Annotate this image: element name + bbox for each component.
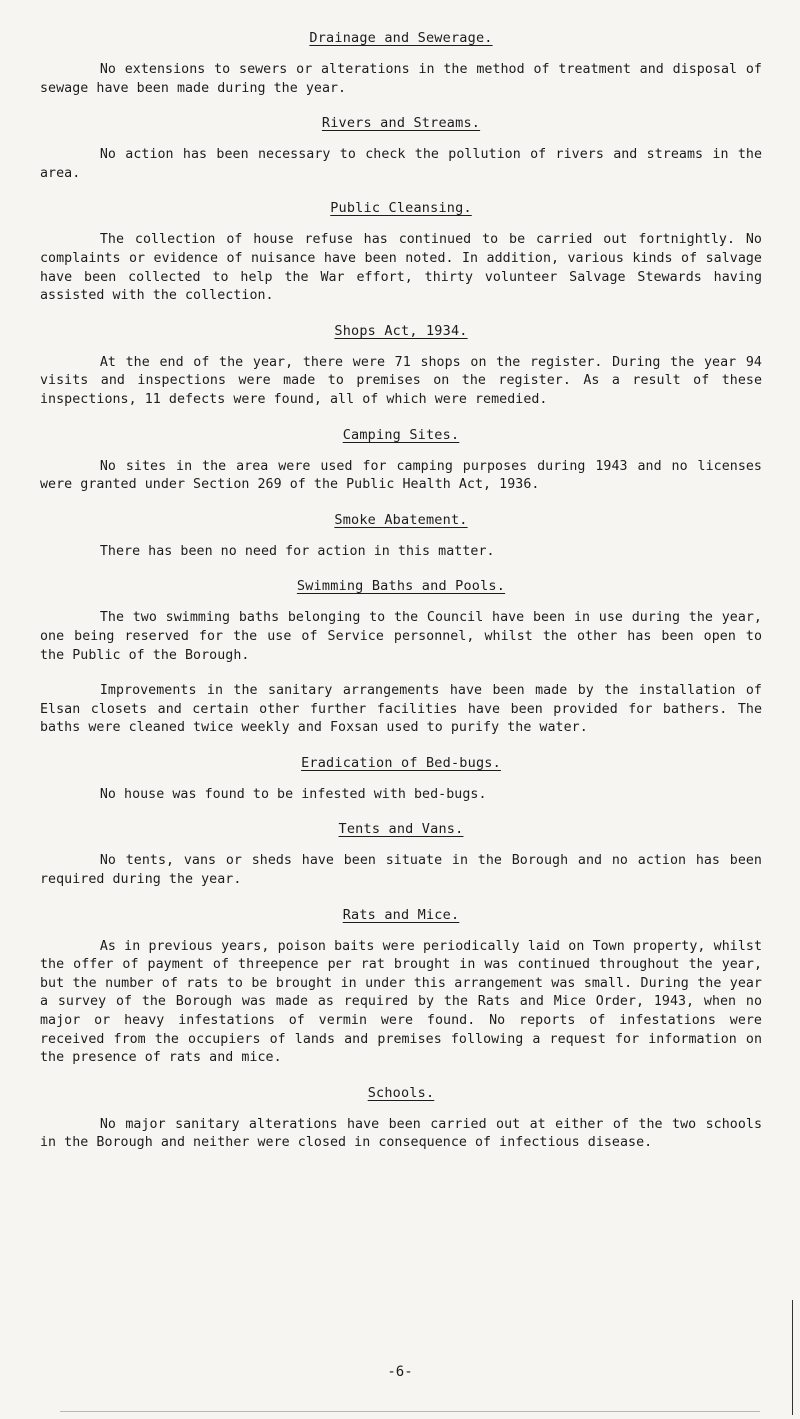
scan-bottom-edge: [60, 1411, 760, 1412]
section-paragraph: No major sanitary alterations have been carried out at either of the two schools in the Borough and neither were closed in consequence of infectious disease.: [40, 1116, 762, 1151]
page-number: -6-: [387, 1364, 413, 1380]
section-paragraph: No sites in the area were used for camping purposes during 1943 and no licenses were granted under Section 269 of the Public Health Act, 1936.: [40, 458, 762, 493]
section-heading: Rats and Mice.: [342, 906, 460, 923]
section-paragraph: As in previous years, poison baits were periodically laid on Town property, whilst the offer of payment of threepence per rat brought in was continued throughout the year, but the number of rats to be brought in under this arrangement was small. During the year a survey of the Borough was made as required by the Rats and Mice Order, 1943, when no major or heavy infestations of vermin were found. No reports of infestations were received from the occupiers of lands and premises following a request for information on the presence of rats and mice.: [40, 938, 762, 1066]
section-heading: Drainage and Sewerage.: [309, 30, 493, 46]
section-heading: Smoke Abatement.: [334, 511, 468, 528]
section-paragraph: No tents, vans or sheds have been situate in the Borough and no action has been required during the year.: [40, 853, 762, 888]
scan-right-edge: [792, 1300, 793, 1415]
section-heading: Shops Act, 1934.: [334, 322, 468, 339]
section-rats-mice: [40, 907, 762, 1068]
section-swimming-baths: [40, 578, 762, 738]
section-tents-vans: [40, 821, 762, 889]
section-heading: Swimming Baths and Pools.: [296, 578, 506, 595]
section-heading: Rivers and Streams.: [321, 115, 481, 132]
section-public-cleansing: [40, 200, 762, 305]
section-paragraph: No action has been necessary to check the pollution of rivers and streams in the area.: [40, 147, 762, 181]
section-shops-act: [40, 323, 762, 410]
report-body: [40, 30, 762, 1170]
section-smoke-abatement: [40, 512, 762, 562]
section-paragraph: At the end of the year, there were 71 shops on the register. During the year 94 visits and inspections were made to premises on the register. As a result of these inspections, 11 defects were found, all of which were remedied.: [40, 354, 762, 407]
section-heading: Tents and Vans.: [338, 821, 464, 838]
section-paragraph: No extensions to sewers or alterations in the method of treatment and disposal of sewage have been made during the year.: [40, 62, 762, 96]
section-heading: Camping Sites.: [342, 426, 460, 443]
section-heading: Schools.: [367, 1084, 435, 1101]
section-heading: Eradication of Bed-bugs.: [301, 754, 501, 771]
section-schools: [40, 1085, 762, 1153]
section-bed-bugs: [40, 755, 762, 805]
section-paragraph: No house was found to be infested with bed-bugs.: [99, 786, 487, 802]
section-rivers-streams: [40, 115, 762, 183]
section-heading: Public Cleansing.: [330, 200, 472, 217]
section-paragraph: Improvements in the sanitary arrangements have been made by the installation of Elsan closets and certain other further facilities have been provided for bathers. The baths were cleaned twice weekly and Foxsan used to purify the water.: [40, 683, 762, 736]
section-drainage-sewerage: [40, 30, 762, 98]
section-camping-sites: [40, 427, 762, 495]
section-paragraph: The two swimming baths belonging to the Council have been in use during the year, one being reserved for the use of Service personnel, whilst the other has been open to the Public of the Borough.: [40, 610, 762, 663]
section-paragraph: The collection of house refuse has continued to be carried out fortnightly. No complaints or evidence of nuisance have been noted. In addition, various kinds of salvage have been collected to help the War effort, thirty volunteer Salvage Stewards having assisted with the collection.: [40, 232, 762, 304]
section-paragraph: There has been no need for action in this matter.: [99, 543, 495, 559]
